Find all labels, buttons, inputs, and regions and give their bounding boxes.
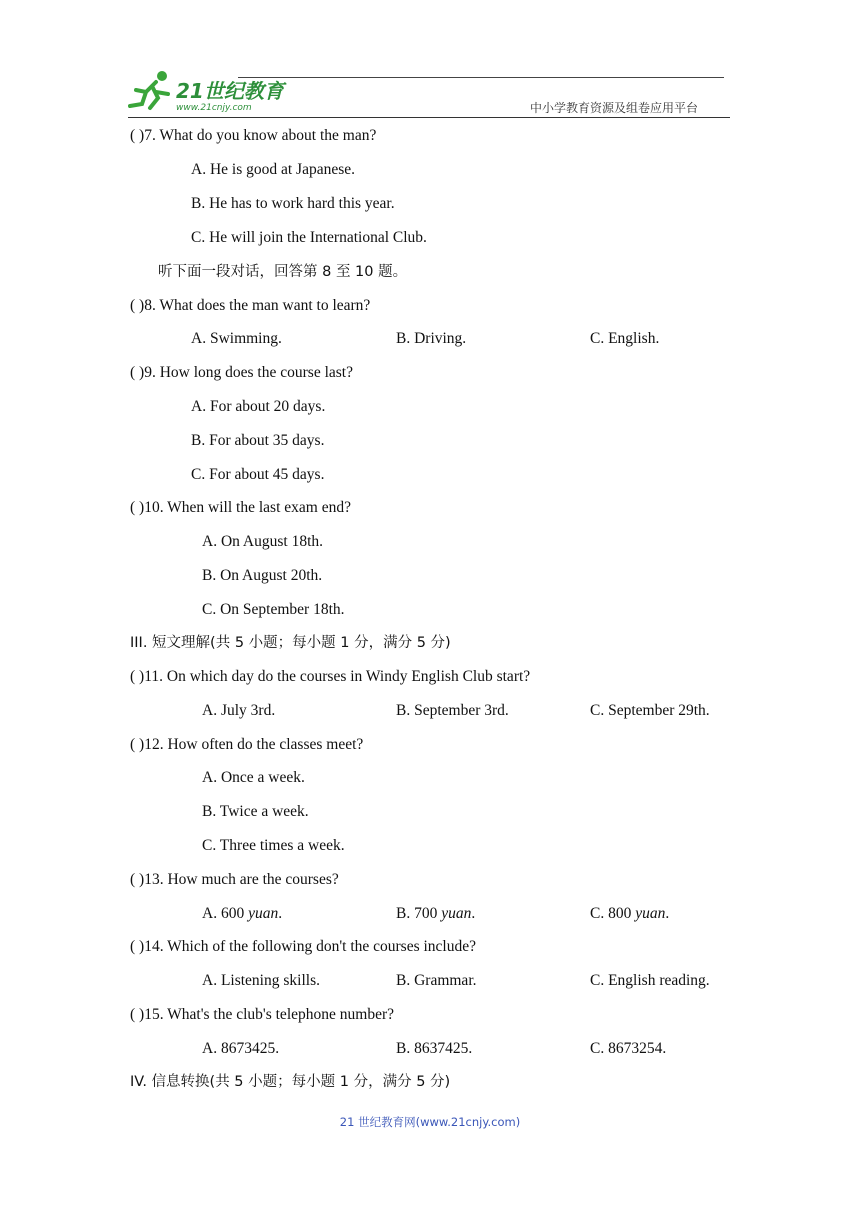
option: C. Three times a week. (202, 837, 345, 854)
option: A. He is good at Japanese. (191, 161, 355, 178)
option: C. For about 45 days. (191, 466, 325, 483)
option: A. 600 yuan. (202, 905, 283, 922)
option: C. 800 yuan. (590, 905, 670, 922)
option: B. Twice a week. (202, 803, 309, 820)
question-stem: ( )11. On which day do the courses in Windy English Club start? (130, 668, 531, 685)
section-heading: IV. 信息转换(共 5 小题；每小题 1 分，满分 5 分) (130, 1074, 451, 1090)
option: C. On September 18th. (202, 601, 345, 618)
instruction: 听下面一段对话，回答第 8 至 10 题。 (158, 264, 408, 280)
option: C. English reading. (590, 972, 710, 989)
header-platform: 中小学教育资源及组卷应用平台 (530, 101, 699, 115)
option: B. September 3rd. (396, 702, 509, 719)
question-stem: ( )12. How often do the classes meet? (130, 736, 364, 753)
option: B. 8637425. (396, 1040, 473, 1057)
question-stem: ( )10. When will the last exam end? (130, 499, 351, 516)
option: B. He has to work hard this year. (191, 195, 395, 212)
header-top-rule (238, 77, 724, 78)
option: B. Driving. (396, 330, 467, 347)
option: B. On August 20th. (202, 567, 323, 584)
question-stem: ( )8. What does the man want to learn? (130, 297, 371, 314)
option: B. 700 yuan. (396, 905, 476, 922)
option: B. Grammar. (396, 972, 477, 989)
question-stem: ( )15. What's the club's telephone number? (130, 1006, 394, 1023)
option: A. Swimming. (191, 330, 282, 347)
option: B. For about 35 days. (191, 432, 325, 449)
option: C. English. (590, 330, 660, 347)
header-rule (128, 117, 730, 118)
option: A. On August 18th. (202, 533, 323, 550)
logo (122, 68, 302, 118)
option: A. For about 20 days. (191, 398, 326, 415)
option: A. July 3rd. (202, 702, 276, 719)
option: C. September 29th. (590, 702, 710, 719)
section-heading: III. 短文理解(共 5 小题；每小题 1 分，满分 5 分) (130, 635, 451, 651)
footer: 21 世纪教育网(www.21cnjy.com) (339, 1115, 521, 1129)
option: C. 8673254. (590, 1040, 667, 1057)
logo-url: www.21cnjy.com (176, 103, 252, 113)
question-stem: ( )14. Which of the following don't the courses include? (130, 938, 477, 955)
option: C. He will join the International Club. (191, 229, 427, 246)
option: A. 8673425. (202, 1040, 280, 1057)
option: A. Listening skills. (202, 972, 320, 989)
question-stem: ( )13. How much are the courses? (130, 871, 339, 888)
runner-icon (130, 71, 168, 108)
question-stem: ( )7. What do you know about the man? (130, 127, 377, 144)
question-stem: ( )9. How long does the course last? (130, 364, 353, 381)
option: A. Once a week. (202, 769, 305, 786)
logo-text: 21世纪教育 (176, 79, 284, 103)
